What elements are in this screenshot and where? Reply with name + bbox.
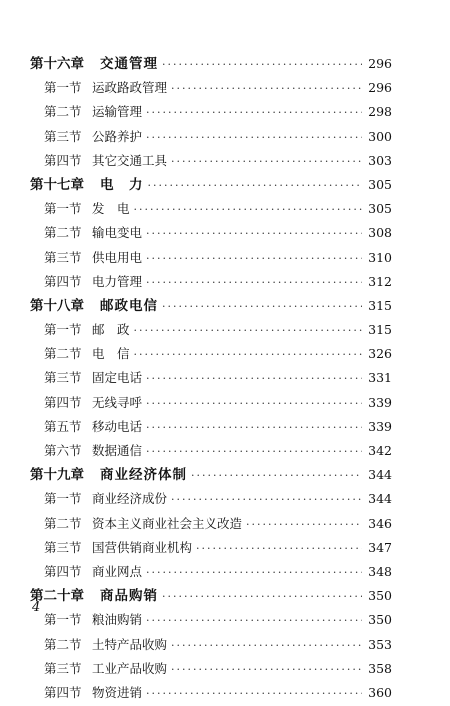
toc-section-entry (30, 681, 392, 705)
toc-section-entry (30, 391, 392, 415)
entry-number: 第二节 (44, 636, 82, 652)
entry-number: 第二节 (44, 104, 82, 120)
entry-number: 第十七章 (30, 176, 84, 193)
entry-title: 邮 政 (92, 322, 130, 338)
dot-leader (146, 247, 362, 271)
entry-title: 供电用电 (92, 249, 143, 265)
entry-number: 第一节 (44, 612, 82, 628)
toc-section-entry (30, 633, 392, 657)
table-of-contents (30, 52, 392, 705)
entry-page: 310 (368, 249, 392, 265)
entry-title: 粮油购销 (92, 612, 143, 628)
dot-leader (134, 343, 362, 367)
toc-section-entry (30, 149, 392, 173)
entry-number: 第十八章 (30, 297, 84, 314)
entry-number: 第一节 (44, 491, 82, 507)
toc-chapter-entry (30, 463, 392, 487)
entry-page: 308 (368, 225, 392, 241)
dot-leader (134, 198, 362, 222)
entry-page: 358 (368, 660, 392, 676)
entry-page: 315 (368, 297, 392, 313)
entry-title: 数据通信 (92, 443, 143, 458)
dot-leader (146, 126, 362, 150)
entry-number: 第一节 (44, 322, 82, 338)
entry-title: 物资进销 (92, 684, 143, 700)
dot-leader (162, 585, 362, 609)
dot-leader (246, 513, 362, 537)
toc-chapter-entry (30, 294, 392, 318)
entry-page: 344 (368, 491, 392, 507)
entry-title: 输电变电 (92, 225, 143, 241)
dot-leader (196, 537, 362, 561)
entry-title: 国营供销商业机构 (92, 539, 193, 555)
entry-title: 交通管理 (100, 56, 158, 72)
entry-page: 339 (368, 394, 392, 410)
dot-leader (171, 634, 362, 658)
dot-leader (146, 609, 362, 633)
entry-title: 商业网点 (92, 563, 143, 579)
entry-title: 运输管理 (92, 104, 143, 120)
dot-leader (148, 174, 363, 198)
entry-page: 350 (368, 588, 392, 604)
toc-section-entry (30, 318, 392, 342)
dot-leader (191, 464, 362, 488)
entry-number: 第三节 (44, 539, 82, 555)
toc-section-entry (30, 439, 392, 463)
entry-number: 第二十章 (30, 588, 84, 605)
toc-section-entry (30, 197, 392, 221)
entry-title: 电力管理 (92, 273, 143, 289)
dot-leader (146, 367, 362, 391)
entry-number: 第四节 (44, 563, 82, 579)
entry-number: 第二节 (44, 515, 82, 531)
entry-number: 第二节 (44, 346, 82, 362)
dot-leader (171, 488, 362, 512)
toc-section-entry (30, 76, 392, 100)
entry-number: 第三节 (44, 370, 82, 386)
dot-leader (146, 101, 362, 125)
dot-leader (134, 319, 362, 343)
toc-section-entry (30, 512, 392, 536)
entry-number: 第五节 (44, 418, 82, 434)
dot-leader (146, 392, 362, 416)
dot-leader (146, 271, 362, 295)
dot-leader (171, 150, 362, 174)
dot-leader (171, 658, 362, 682)
entry-number: 第六节 (44, 443, 82, 458)
dot-leader (171, 77, 362, 101)
toc-section-entry (30, 560, 392, 584)
entry-page: 315 (368, 322, 392, 338)
toc-section-entry (30, 246, 392, 270)
entry-number: 第二节 (44, 225, 82, 241)
entry-page: 344 (368, 467, 392, 483)
dot-leader (146, 440, 362, 464)
entry-page: 296 (368, 56, 392, 71)
entry-number: 第四节 (44, 684, 82, 700)
toc-section-entry (30, 657, 392, 681)
entry-title: 资本主义商业社会主义改造 (92, 515, 243, 531)
toc-chapter-entry (30, 584, 392, 608)
entry-page: 360 (368, 684, 392, 700)
page-number: 4 (32, 600, 41, 615)
entry-page: 339 (368, 418, 392, 434)
entry-number: 第十六章 (30, 56, 84, 72)
entry-page: 353 (368, 636, 392, 652)
entry-number: 第三节 (44, 660, 82, 676)
entry-title: 公路养护 (92, 128, 143, 144)
entry-page: 305 (368, 201, 392, 217)
entry-page: 326 (368, 346, 392, 362)
entry-number: 第一节 (44, 80, 82, 96)
toc-chapter-entry (30, 52, 392, 76)
entry-title: 固定电话 (92, 370, 143, 386)
entry-title: 商业经济成份 (92, 491, 168, 507)
dot-leader (162, 295, 362, 319)
entry-page: 350 (368, 612, 392, 628)
entry-page: 296 (368, 80, 392, 96)
toc-section-entry (30, 342, 392, 366)
entry-page: 305 (368, 176, 392, 192)
toc-section-entry (30, 415, 392, 439)
dot-leader (162, 53, 362, 77)
dot-leader (146, 222, 362, 246)
entry-page: 312 (368, 273, 392, 289)
entry-title: 商业经济体制 (100, 467, 187, 484)
entry-page: 300 (368, 128, 392, 144)
entry-page: 346 (368, 515, 392, 531)
entry-page: 331 (368, 370, 392, 386)
toc-section-entry (30, 536, 392, 560)
entry-number: 第一节 (44, 201, 82, 217)
dot-leader (146, 561, 362, 585)
entry-page: 347 (368, 539, 392, 555)
entry-title: 电 力 (100, 176, 144, 193)
entry-page: 348 (368, 563, 392, 579)
toc-section-entry (30, 100, 392, 124)
entry-title: 无线寻呼 (92, 394, 143, 410)
toc-section-entry (30, 125, 392, 149)
entry-title: 商品购销 (100, 588, 158, 605)
toc-section-entry (30, 366, 392, 390)
entry-page: 342 (368, 443, 392, 458)
entry-title: 运政路政管理 (92, 80, 168, 96)
entry-number: 第三节 (44, 249, 82, 265)
entry-number: 第十九章 (30, 467, 84, 484)
toc-section-entry (30, 608, 392, 632)
entry-page: 298 (368, 104, 392, 120)
entry-title: 土特产品收购 (92, 636, 168, 652)
entry-title: 其它交通工具 (92, 152, 168, 168)
toc-chapter-entry (30, 173, 392, 197)
dot-leader (146, 682, 362, 706)
entry-number: 第四节 (44, 394, 82, 410)
entry-title: 移动电话 (92, 418, 143, 434)
toc-section-entry (30, 270, 392, 294)
toc-section-entry (30, 221, 392, 245)
toc-section-entry (30, 487, 392, 511)
entry-title: 发 电 (92, 201, 130, 217)
entry-title: 邮政电信 (100, 297, 158, 314)
entry-number: 第四节 (44, 152, 82, 168)
entry-number: 第四节 (44, 273, 82, 289)
entry-number: 第三节 (44, 128, 82, 144)
entry-title: 工业产品收购 (92, 660, 168, 676)
dot-leader (146, 416, 362, 440)
entry-page: 303 (368, 152, 392, 168)
entry-title: 电 信 (92, 346, 130, 362)
